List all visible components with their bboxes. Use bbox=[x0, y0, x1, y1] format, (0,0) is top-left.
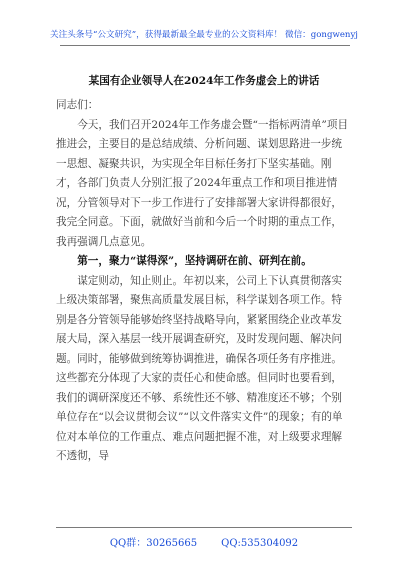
qq-contact-link[interactable]: QQ:535304092 bbox=[221, 538, 299, 549]
qq-group-link[interactable]: QQ群：30265665 bbox=[109, 538, 198, 549]
contact-footer bbox=[0, 534, 408, 549]
document-title: 某国有企业领导人在2024年工作务虚会上的讲话 bbox=[88, 75, 320, 87]
promo-banner[interactable]: 关注头条号“公文研究”，获得最新最全最专业的公文资料库！ 微信：gongwenyj bbox=[50, 30, 358, 40]
header-divider bbox=[60, 45, 350, 46]
footer-divider bbox=[56, 527, 352, 528]
salutation: 同志们： bbox=[56, 99, 99, 111]
document-body bbox=[56, 96, 352, 467]
section-heading-1: 第一，聚力“谋得深”，坚持调研在前、研判在前。 bbox=[77, 255, 312, 267]
paragraph-intro: 今天，我们召开2024年工作务虚会暨“一指标两清单”项目推进会，主要目的是总结成绩、分析问题、谋划思路进一步统一思想、凝聚共识，为实现全年目标任务打下坚实基础。刚才，各部门负责人分别汇报了2024年重点工作和项目推进情况，分管领导对下一步工作进行了安排部署大家讲得都很好，我完全同意。下面，就做好当前和今后一个时期的重点工作，我再强调几点意见。 bbox=[56, 118, 349, 248]
paragraph-section-1: 谋定则动，知止则止。年初以来，公司上下认真贯彻落实上级决策部署，聚焦高质量发展目标，科学谋划各项工作。特别是各分管领导能够始终坚持战略导向，紧紧围绕企业改革发展大局，深入基层一线开展调查研究，及时发现问题、解决问题。同时，能够做到统筹协调推进，确保各项任务有序推进。这些都充分体现了大家的责任心和使命感。但同时也要看到，我们的调研深度还不够、系统性还不够、精准度还不够；个别单位存在“以会议贯彻会议”“以文件落实文件”的现象；有的单位对本单位的工作重点、难点问题把握不准，对上级要求理解不透彻，导 bbox=[56, 274, 343, 462]
